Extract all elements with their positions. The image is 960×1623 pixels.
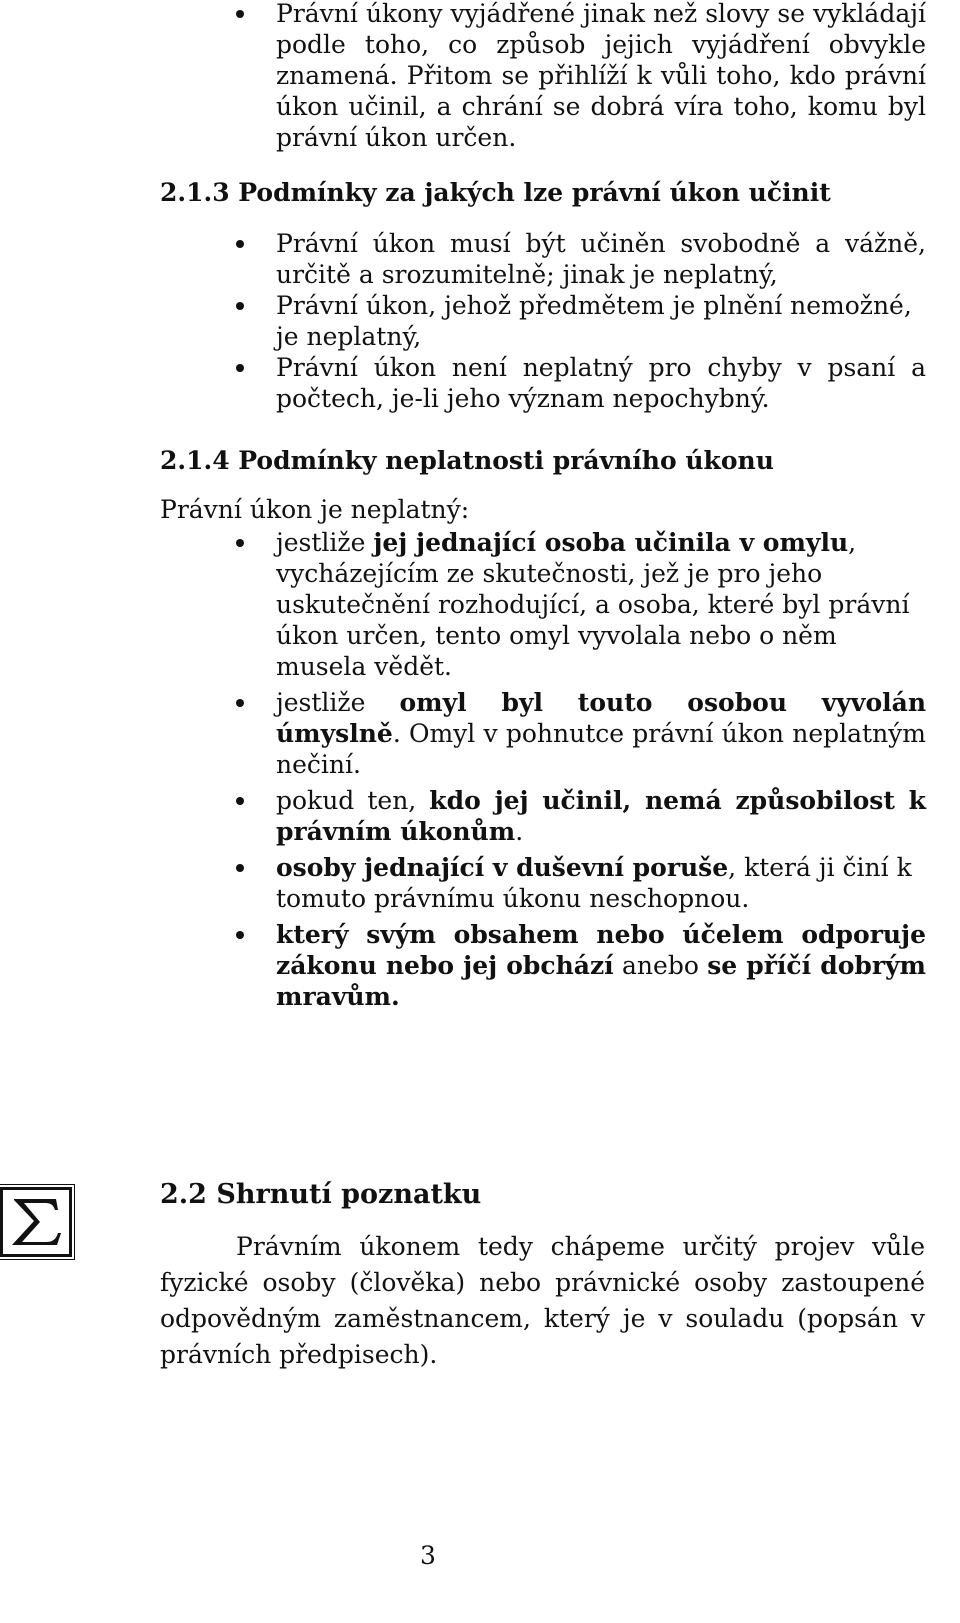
bullet-icon	[236, 539, 244, 547]
bullet-icon	[236, 302, 244, 310]
section-heading-2-2: 2.2 Shrnutí poznatku	[160, 1179, 482, 1210]
section-2-1-4-list	[236, 527, 926, 1012]
section-2-1-3-list	[236, 228, 926, 414]
list-item-text: Právní úkon, jehož předmětem je plnění nemožné, je neplatný,	[276, 291, 912, 351]
summary-paragraph: Právním úkonem tedy chápeme určitý projev vůle fyzické osoby (člověka) nebo právnické osoby zastoupené odpovědným zaměstnancem, který je v souladu (popsán v právních předpisech).	[160, 1232, 925, 1369]
list-item	[236, 687, 926, 780]
bullet-icon	[236, 931, 244, 939]
list-item	[236, 919, 926, 1012]
list-item	[236, 290, 926, 352]
list-item-text: Právní úkony vyjádřené jinak než slovy se vykládají podle toho, co způsob jejich vyjádření obvykle znamená. Přitom se přihlíží k vůli toho, kdo právní úkon učinil, a chrání se dobrá víra toho, komu byl právní úkon určen.	[276, 0, 926, 152]
bullet-icon	[236, 864, 244, 872]
section-heading-2-1-3: 2.1.3 Podmínky za jakých lze právní úkon učinit	[160, 178, 831, 207]
top-bullet-list	[236, 0, 926, 153]
sigma-glyph	[8, 1196, 64, 1248]
list-item-text: osoby jednající v duševní poruše, která ji činí k tomuto právnímu úkonu neschopnou.	[276, 853, 912, 913]
list-item	[236, 228, 926, 290]
list-item-text: Právní úkon musí být učiněn svobodně a vážně, určitě a srozumitelně; jinak je neplatný,	[276, 229, 926, 289]
list-item-text: jestliže omyl byl touto osobou vyvolán úmyslně. Omyl v pohnutce právní úkon neplatným nečiní.	[276, 688, 926, 779]
sigma-icon	[0, 1187, 72, 1257]
list-item	[236, 352, 926, 414]
bullet-icon	[236, 699, 244, 707]
bullet-icon	[236, 10, 244, 18]
list-item-text: jestliže jej jednající osoba učinila v omylu, vycházejícím ze skutečnosti, jež je pro jeho uskutečnění rozhodující, a osoba, které byl právní úkon určen, tento omyl vyvolala nebo o něm musela vědět.	[276, 528, 910, 681]
section-heading-2-1-4: 2.1.4 Podmínky neplatnosti právního úkonu	[160, 446, 774, 475]
list-item	[236, 0, 926, 153]
list-item-text: Právní úkon není neplatný pro chyby v psaní a počtech, je-li jeho význam nepochybný.	[276, 353, 926, 413]
bullet-icon	[236, 240, 244, 248]
list-item-text: který svým obsahem nebo účelem odporuje zákonu nebo jej obchází anebo se příčí dobrým mravům.	[276, 920, 927, 1011]
list-item	[236, 852, 926, 914]
list-item-text: pokud ten, kdo jej učinil, nemá způsobilost k právním úkonům.	[276, 786, 926, 846]
list-item	[236, 785, 926, 847]
page-number: 3	[420, 1541, 436, 1570]
bullet-icon	[236, 364, 244, 372]
list-item	[236, 527, 926, 682]
bullet-icon	[236, 797, 244, 805]
section-2-1-4-intro: Právní úkon je neplatný:	[160, 495, 470, 524]
